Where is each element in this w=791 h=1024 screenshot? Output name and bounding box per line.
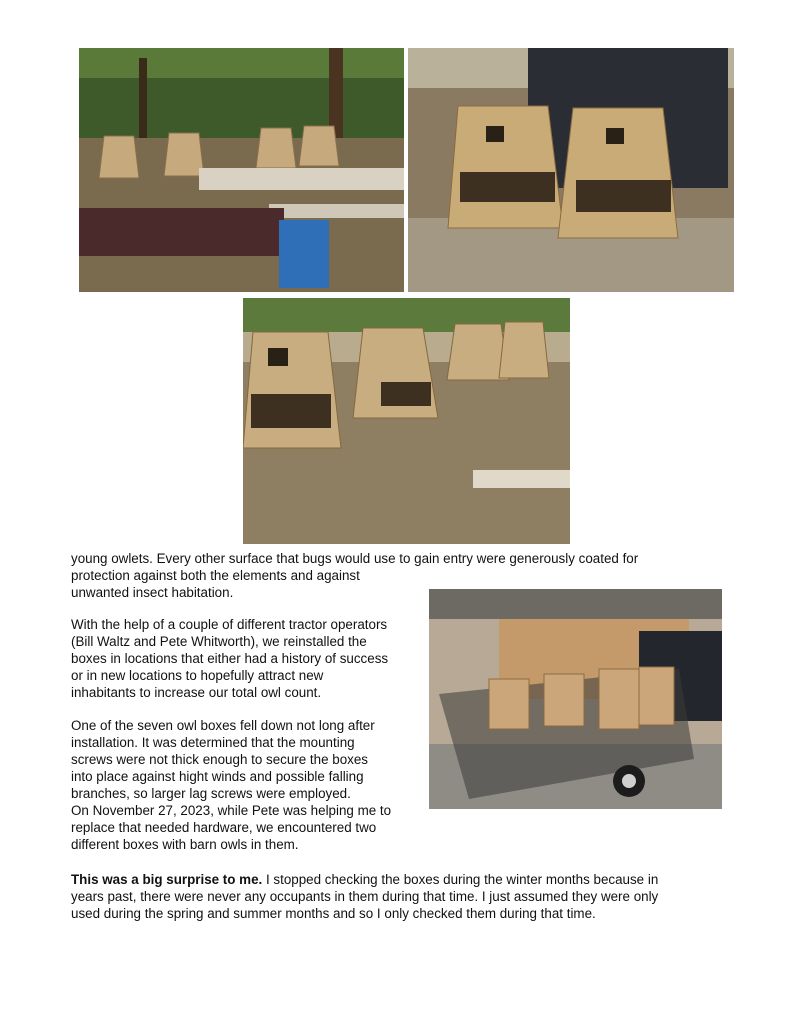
paragraph-4-body: I stopped checking the boxes during the winter months because in years past, there were never any occupants in them during that time. I just assumed they were only used during the spring and summer months and so I only checked them during that time.	[71, 872, 659, 921]
photo-truck-tailgate-boxes	[408, 48, 734, 292]
paragraph-1-line-1: young owlets. Every other surface that bugs would use to gain entry were generously coated for	[71, 551, 639, 566]
photo-boxes-on-tables	[243, 298, 570, 544]
paragraph-4	[71, 871, 751, 922]
paragraph-2: With the help of a couple of different tractor operators (Bill Waltz and Pete Whitworth), we reinstalled the boxes in locations that either had a history of success or in new locations to hopefully attract new inhabitants to increase our total owl count.	[71, 617, 389, 700]
paragraph-1-rest: protection against both the elements and against unwanted insect habitation.	[71, 568, 360, 600]
paragraph-4-emphasis: This was a big surprise to me.	[71, 872, 263, 887]
photo-trailer-boxes	[429, 589, 722, 809]
paragraph-3: One of the seven owl boxes fell down not long after installation. It was determined that the mounting screws were not thick enough to secure the boxes into place against hight winds and possible falling branches, so larger lag screws were employed. On November 27, 2023, while Pete was helping me to replace that needed hardware, we encountered two different boxes with barn owls in them.	[71, 718, 392, 852]
photo-picnic-area-boxes	[79, 48, 404, 292]
